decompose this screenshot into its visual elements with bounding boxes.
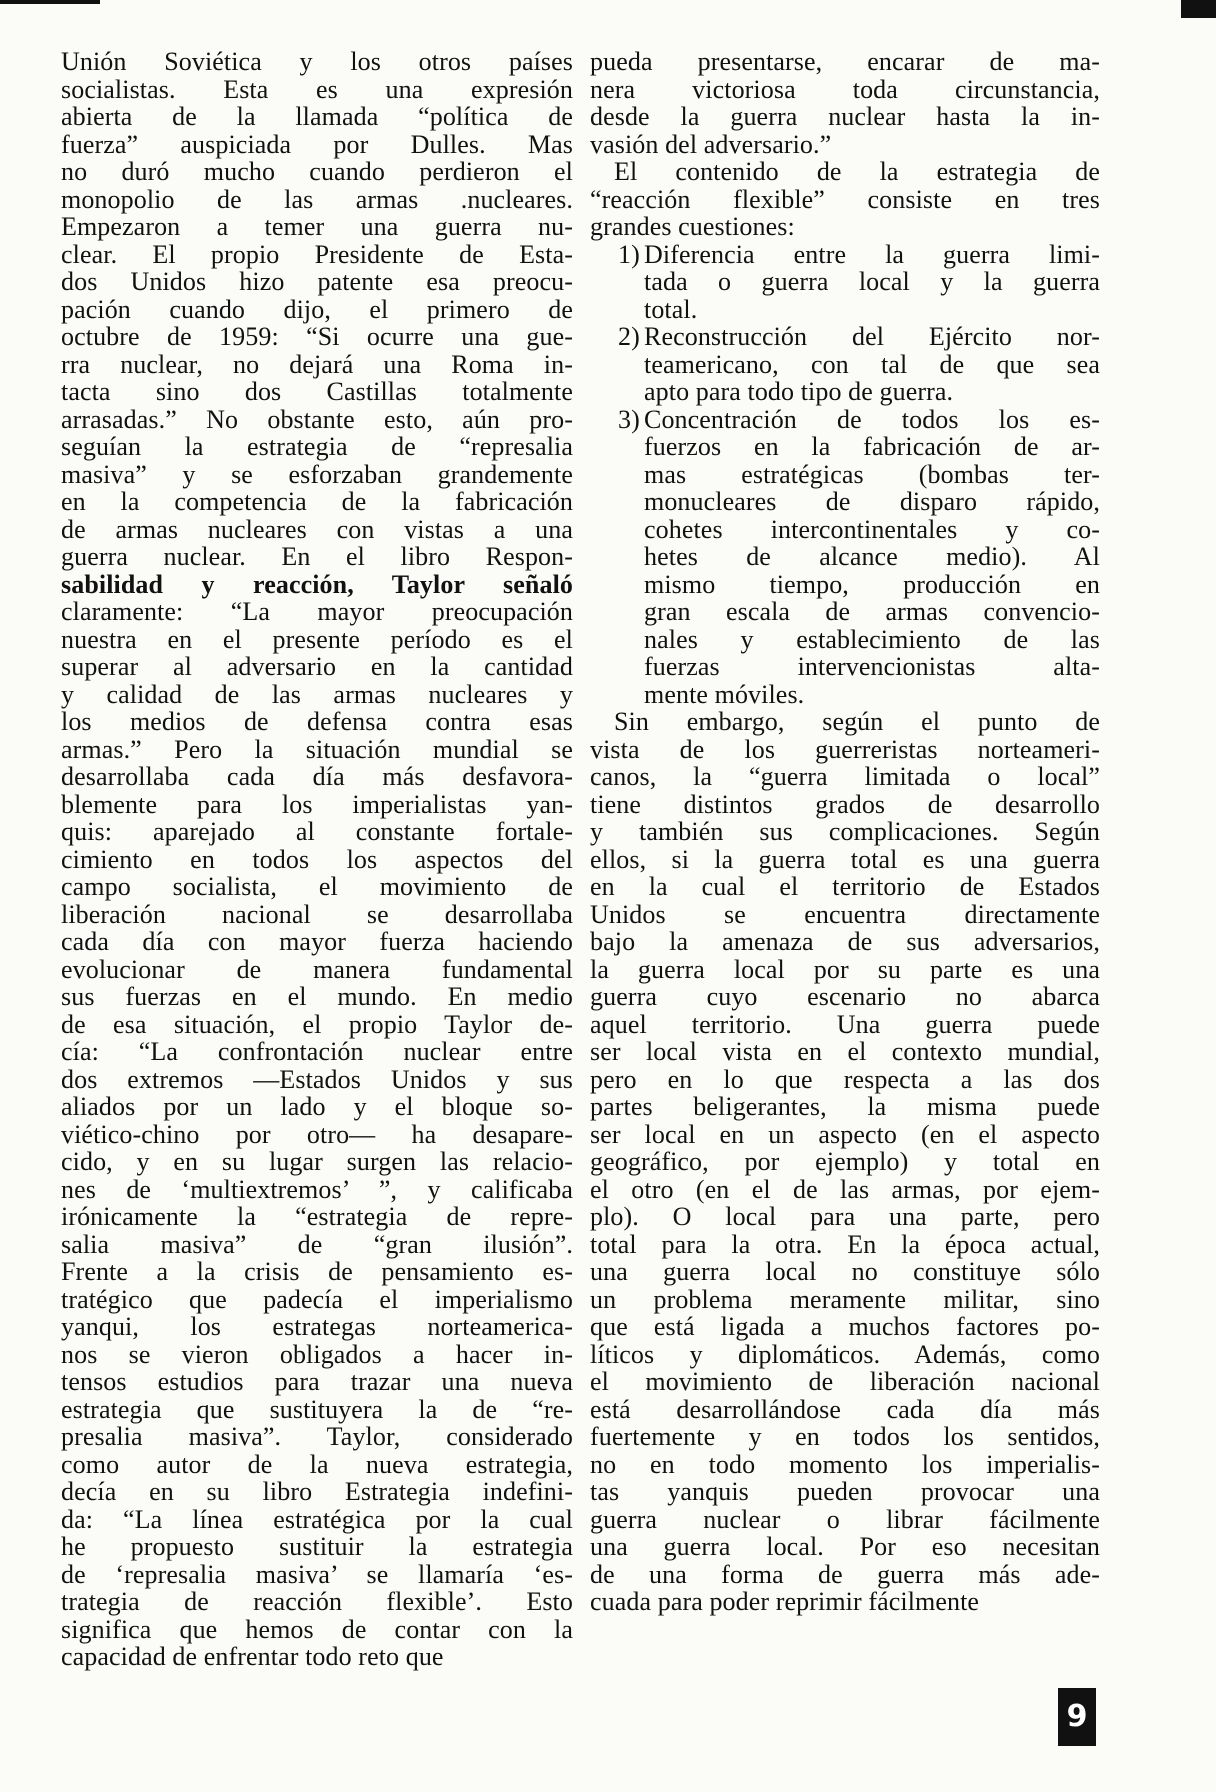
text-line: liberación nacional se desarrollaba	[61, 899, 573, 929]
list-line: fuerzas intervencionistas alta-	[644, 652, 1100, 681]
text-line: en la cual el territorio de Estados	[590, 872, 1100, 901]
text-line: arrasadas.” No obstante esto, aún pro-	[61, 404, 573, 434]
text-line: capacidad de enfrentar todo reto que	[61, 1642, 444, 1671]
text-line: yanqui, los estrategas norteamerica-	[61, 1312, 573, 1341]
numbered-list-item	[590, 241, 1100, 324]
text-line: de ‘represalia masiva’ se llamaría ‘es-	[61, 1559, 573, 1589]
text-line: Unión Soviética y los otros países	[61, 47, 573, 76]
text-line: aliados por un lado y el bloque so-	[61, 1092, 573, 1121]
text-line: masiva” y se esforzaban grandemente	[61, 459, 573, 489]
list-number: 3)	[618, 404, 640, 434]
text-line: claramente: “La mayor preocupación	[61, 597, 573, 626]
text-line: tensos estudios para trazar una nueva	[61, 1367, 573, 1396]
text-line: ellos, si la guerra total es una guerra	[590, 844, 1100, 874]
text-line: que está ligada a muchos factores po-	[590, 1312, 1100, 1341]
text-line: nes de ‘multiextremos’ ”, y calificaba	[61, 1174, 573, 1204]
text-line: aquel territorio. Una guerra puede	[590, 1009, 1100, 1039]
text-line: dos extremos —Estados Unidos y sus	[61, 1064, 573, 1094]
text-line: Frente a la crisis de pensamiento es-	[61, 1257, 573, 1286]
text-line: en la competencia de la fabricación	[61, 487, 573, 516]
text-line: partes beligerantes, la misma puede	[590, 1092, 1100, 1121]
text-line: cimiento en todos los aspectos del	[61, 844, 573, 874]
list-line: gran escala de armas convencio-	[644, 597, 1100, 626]
text-line: ser local vista en el contexto mundial,	[590, 1037, 1100, 1066]
text-line: pación cuando dijo, el primero de	[61, 294, 573, 324]
list-number: 2)	[618, 322, 640, 351]
text-line: un problema meramente militar, sino	[590, 1284, 1100, 1314]
text-line: rra nuclear, no dejará una Roma in-	[61, 349, 573, 379]
list-line: apto para todo tipo de guerra.	[644, 377, 954, 406]
text-line: de una forma de guerra más ade-	[590, 1559, 1100, 1589]
text-line: “reacción flexible” consiste en tres	[590, 184, 1100, 214]
text-line: cido, y en su lugar surgen las relacio-	[61, 1147, 573, 1176]
list-line: hetes de alcance medio). Al	[644, 542, 1100, 571]
text-line: monopolio de las armas .nucleares.	[61, 184, 573, 214]
text-line: blemente para los imperialistas yan-	[61, 789, 573, 819]
text-line: trategia de reacción flexible’. Esto	[61, 1587, 573, 1616]
text-line: viético-chino por otro— ha desapare-	[61, 1119, 573, 1149]
text-line: guerra nuclear. En el libro Respon-	[61, 542, 573, 571]
text-line: tas yanquis pueden provocar una	[590, 1477, 1100, 1506]
text-line: tacta sino dos Castillas totalmente	[61, 377, 573, 406]
text-line: canos, la “guerra limitada o local”	[590, 762, 1100, 791]
text-line: decía en su libro Estrategia indefini-	[61, 1477, 573, 1506]
text-line: quis: aparejado al constante fortale-	[61, 817, 573, 846]
text-line: guerra nuclear o librar fácilmente	[590, 1504, 1100, 1534]
text-line: no duró mucho cuando perdieron el	[61, 157, 573, 186]
text-line: cuada para poder reprimir fácilmente	[590, 1587, 980, 1616]
text-line: da: “La línea estratégica por la cual	[61, 1504, 573, 1534]
text-line: El contenido de la estrategia de	[614, 157, 1100, 186]
text-line: Sin embargo, según el punto de	[614, 707, 1100, 736]
text-line: Empezaron a temer una guerra nu-	[61, 212, 573, 241]
text-line: el otro (en el de las armas, por ejem-	[590, 1174, 1100, 1204]
text-line: está desarrollándose cada día más	[590, 1394, 1100, 1424]
list-line: fuerzos en la fabricación de ar-	[644, 432, 1100, 461]
list-line: Concentración de todos los es-	[644, 404, 1100, 434]
text-line: y calidad de las armas nucleares y	[61, 679, 573, 709]
text-line: no en todo momento los imperialis-	[590, 1449, 1100, 1479]
text-line: plo). O local para una parte, pero	[590, 1202, 1100, 1231]
text-line: tratégico que padecía el imperialismo	[61, 1284, 573, 1314]
text-line: guerra cuyo escenario no abarca	[590, 982, 1100, 1011]
list-line: cohetes intercontinentales y co-	[644, 514, 1100, 544]
text-line: dos Unidos hizo patente esa preocu-	[61, 267, 573, 296]
text-line: ser local en un aspecto (en el aspecto	[590, 1119, 1100, 1149]
text-line: vista de los guerreristas norteameri-	[590, 734, 1100, 764]
text-line: sabilidad y reacción, Taylor señaló	[61, 569, 573, 599]
right-text-column	[590, 48, 1100, 1616]
text-line: desde la guerra nuclear hasta la in-	[590, 102, 1100, 131]
text-line: armas.” Pero la situación mundial se	[61, 734, 573, 764]
text-line: líticos y diplomáticos. Además, como	[590, 1339, 1100, 1369]
text-line: evolucionar de manera fundamental	[61, 954, 573, 984]
text-line: total para la otra. En la época actual,	[590, 1229, 1100, 1259]
text-line: significa que hemos de contar con la	[61, 1614, 573, 1644]
list-line: nales y establecimiento de las	[644, 624, 1100, 654]
text-line: estrategia que sustituyera la de “re-	[61, 1394, 573, 1424]
list-line: mente móviles.	[644, 679, 805, 709]
text-line: seguían la estrategia de “represalia	[61, 432, 573, 461]
text-line: vasión del adversario.”	[590, 129, 832, 159]
text-line: como autor de la nueva estrategia,	[61, 1449, 573, 1479]
text-line: clear. El propio Presidente de Esta-	[61, 239, 573, 269]
text-line: desarrollaba cada día más desfavora-	[61, 762, 573, 791]
left-text-column	[61, 48, 573, 1671]
list-number: 1)	[618, 239, 640, 269]
text-line: Unidos se encuentra directamente	[590, 899, 1100, 929]
text-line: cada día con mayor fuerza haciendo	[61, 927, 573, 956]
text-line: tiene distintos grados de desarrollo	[590, 789, 1100, 819]
text-line: socialistas. Esta es una expresión	[61, 74, 573, 104]
text-line: fuertemente y en todos los sentidos,	[590, 1422, 1100, 1451]
list-line: Diferencia entre la guerra limi-	[644, 239, 1100, 269]
list-line: total.	[644, 294, 698, 324]
text-line: de esa situación, el propio Taylor de-	[61, 1009, 573, 1039]
text-line: cía: “La confrontación nuclear entre	[61, 1037, 573, 1066]
text-line: una guerra local no constituye sólo	[590, 1257, 1100, 1286]
top-left-print-mark	[0, 0, 100, 4]
text-line: nuestra en el presente período es el	[61, 624, 573, 654]
text-line: de armas nucleares con vistas a una	[61, 514, 573, 544]
text-line: sus fuerzas en el mundo. En medio	[61, 982, 573, 1011]
list-line: tada o guerra local y la guerra	[644, 267, 1100, 296]
text-line: grandes cuestiones:	[590, 212, 795, 241]
list-line: teamericano, con tal de que sea	[644, 349, 1100, 379]
text-line: superar al adversario en la cantidad	[61, 652, 573, 681]
text-line: nos se vieron obligados a hacer in-	[61, 1339, 573, 1369]
list-line: monucleares de disparo rápido,	[644, 487, 1100, 516]
text-line: nera victoriosa toda circunstancia,	[590, 74, 1100, 104]
text-line: campo socialista, el movimiento de	[61, 872, 573, 901]
text-line: la guerra local por su parte es una	[590, 954, 1100, 984]
text-line: fuerza” auspiciada por Dulles. Mas	[61, 129, 573, 159]
text-line: octubre de 1959: “Si ocurre una gue-	[61, 322, 573, 351]
text-line: abierta de la llamada “política de	[61, 102, 573, 131]
text-line: pueda presentarse, encarar de ma-	[590, 47, 1100, 76]
numbered-list-item	[590, 406, 1100, 709]
text-line: los medios de defensa contra esas	[61, 707, 573, 736]
top-right-print-mark	[1181, 0, 1216, 18]
list-line: mismo tiempo, producción en	[644, 569, 1100, 599]
text-line: pero en lo que respecta a las dos	[590, 1064, 1100, 1094]
text-line: he propuesto sustituir la estrategia	[61, 1532, 573, 1561]
text-line: irónicamente la “estrategia de repre-	[61, 1202, 573, 1231]
list-line: Reconstrucción del Ejército nor-	[644, 322, 1100, 351]
page-number: 9	[1058, 1688, 1096, 1746]
numbered-list-item	[590, 323, 1100, 406]
text-line: una guerra local. Por eso necesitan	[590, 1532, 1100, 1561]
text-line: salia masiva” de “gran ilusión”.	[61, 1229, 573, 1259]
text-line: presalia masiva”. Taylor, considerado	[61, 1422, 573, 1451]
list-line: mas estratégicas (bombas ter-	[644, 459, 1100, 489]
text-line: bajo la amenaza de sus adversarios,	[590, 927, 1100, 956]
text-line: el movimiento de liberación nacional	[590, 1367, 1100, 1396]
text-line: y también sus complicaciones. Según	[590, 817, 1100, 846]
text-line: geográfico, por ejemplo) y total en	[590, 1147, 1100, 1176]
